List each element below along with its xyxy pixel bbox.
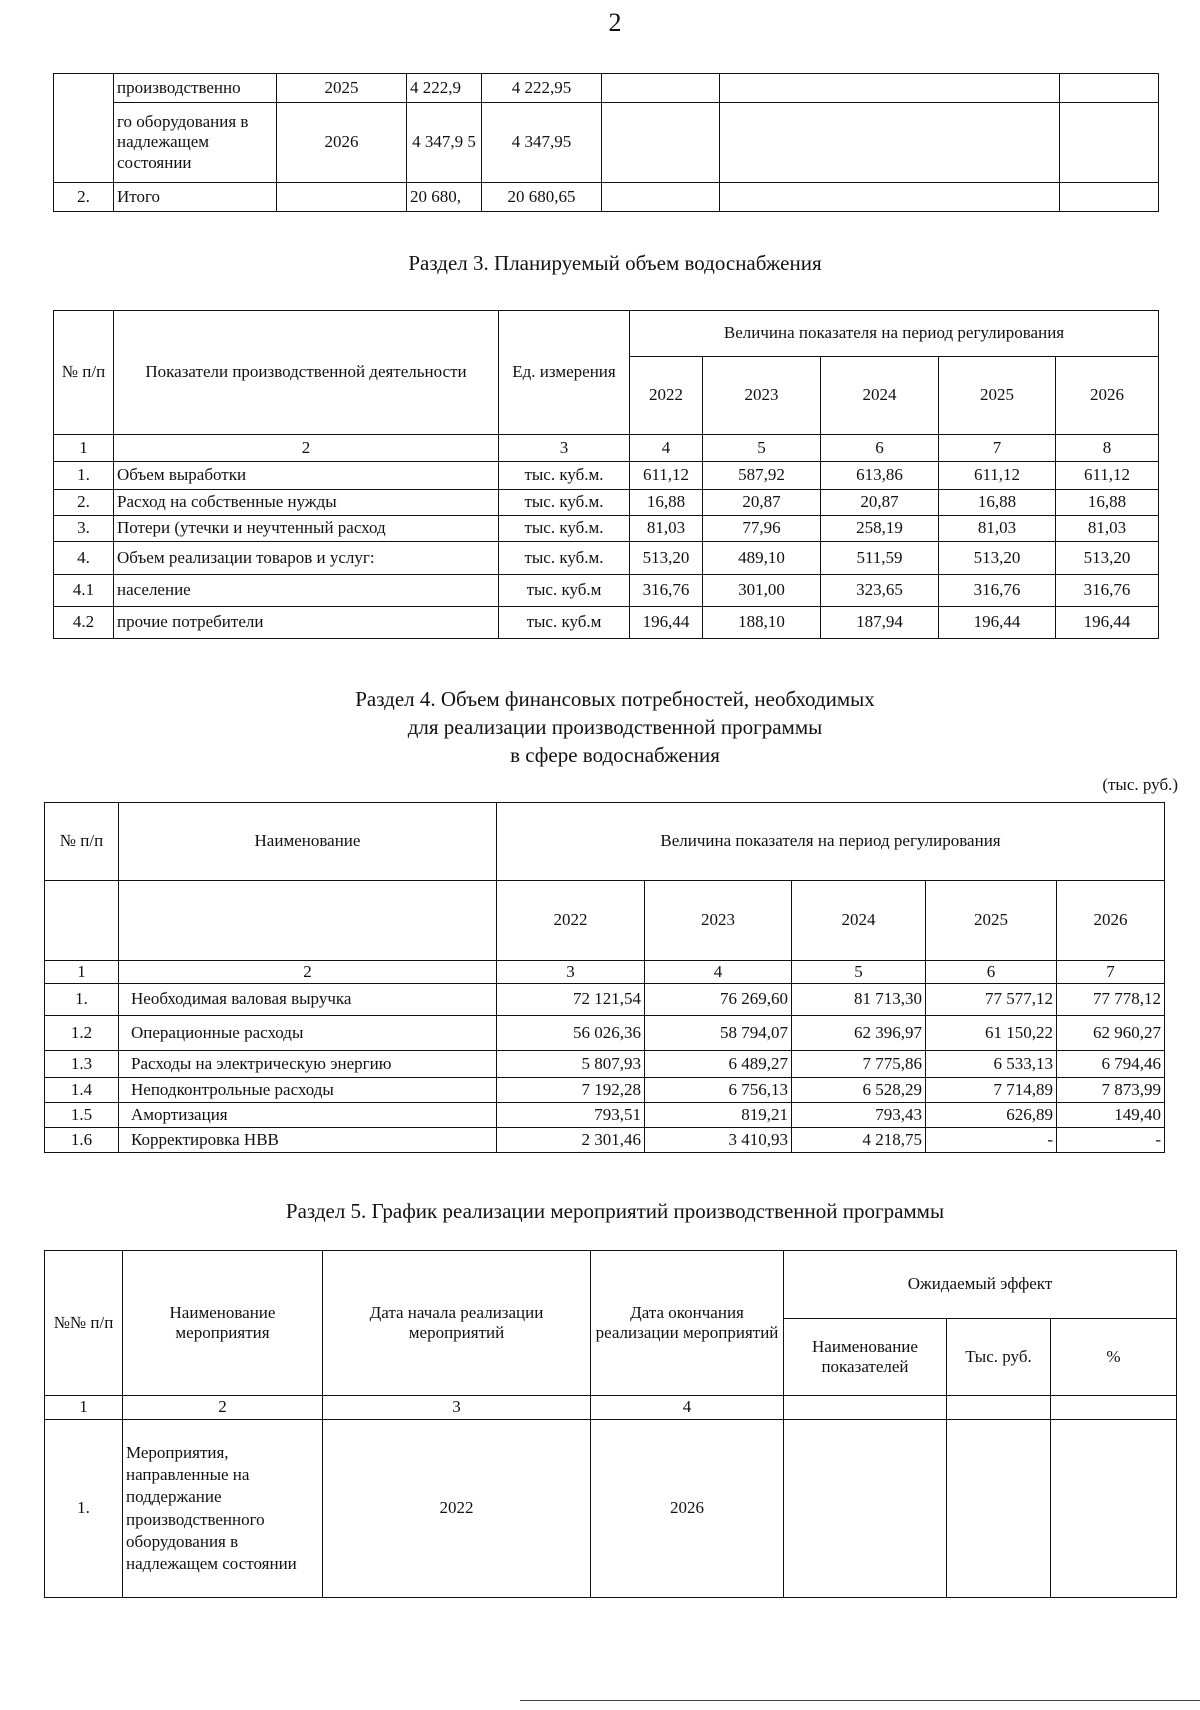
table-row: 4.2 прочие потребители тыс. куб.м 196,44 188,10 187,94 196,44 196,44 [54, 607, 1159, 639]
section-5-title: Раздел 5. График реализации мероприятий производственной программы [285, 1199, 945, 1223]
value-cell: 4 347,9 5 [407, 103, 482, 183]
table-row: 1.4 Неподконтрольные расходы 7 192,28 6 756,13 6 528,29 7 714,89 7 873,99 [45, 1078, 1165, 1103]
column-number-row: 1 2 3 4 5 6 7 8 [54, 435, 1159, 462]
column-number-row: 1 2 3 4 5 6 7 [45, 961, 1165, 984]
table-row [54, 183, 1159, 212]
item-name-cell: Итого [114, 183, 277, 212]
table-row: 2. Расход на собственные нужды тыс. куб.м. 16,88 20,87 20,87 16,88 16,88 [54, 490, 1159, 516]
year-cell: 2025 [277, 74, 407, 103]
col-header-effect-percent: % [1051, 1319, 1177, 1396]
year-header: 2022 [497, 881, 645, 961]
value-cell: 4 347,95 [482, 103, 602, 183]
item-name-cell: производственно [114, 74, 277, 103]
col-header-name: Наименование мероприятия [123, 1251, 323, 1396]
table-row: 3. Потери (утечки и неучтенный расход тыс. куб.м. 81,03 77,96 258,19 81,03 81,03 [54, 516, 1159, 542]
table-row: 1.3 Расходы на электрическую энергию 5 807,93 6 489,27 7 775,86 6 533,13 6 794,46 [45, 1051, 1165, 1078]
year-header: 2025 [926, 881, 1057, 961]
section-5-table [44, 1250, 1177, 1598]
col-header-start-date: Дата начала реализации мероприятий [323, 1251, 591, 1396]
value-cell: 20 680,65 [482, 183, 602, 212]
year-cell: 2026 [277, 103, 407, 183]
year-header: 2026 [1057, 881, 1165, 961]
section-3-table [53, 310, 1159, 639]
col-header-num: № п/п [54, 311, 114, 435]
section-3-title: Раздел 3. Планируемый объем водоснабжения [408, 251, 822, 275]
page-number: 2 [608, 8, 622, 37]
col-header-expected-effect: Ожидаемый эффект [784, 1251, 1177, 1319]
table-row: 1. Необходимая валовая выручка 72 121,54 76 269,60 81 713,30 77 577,12 77 778,12 [45, 984, 1165, 1016]
table-row: 1. Объем выработки тыс. куб.м. 611,12 587,92 613,86 611,12 611,12 [54, 462, 1159, 490]
row-number: 2. [54, 183, 114, 212]
table-row [54, 103, 1159, 183]
col-header-effect-rub: Тыс. руб. [947, 1319, 1051, 1396]
value-cell: 4 222,9 [407, 74, 482, 103]
col-header-name: Наименование [119, 803, 497, 881]
year-header: 2023 [703, 357, 821, 435]
table-row: 1.5 Амортизация 793,51 819,21 793,43 626,89 149,40 [45, 1103, 1165, 1128]
col-header-num: № п/п [45, 803, 119, 881]
section-4-title-line-3: в сфере водоснабжения [510, 743, 720, 767]
col-header-num: №№ п/п [45, 1251, 123, 1396]
col-header-indicator: Показатели производственной деятельности [114, 311, 499, 435]
year-header: 2025 [939, 357, 1056, 435]
table-row: 1. Мероприятия, направленные на поддержание производственного оборудования в надлежащем состоянии 2022 2026 [45, 1420, 1177, 1598]
section-4-title-line-2: для реализации производственной программы [407, 715, 823, 739]
footer-divider [520, 1700, 1200, 1701]
table-row: 1.6 Корректировка НВВ 2 301,46 3 410,93 4 218,75 - - [45, 1128, 1165, 1153]
year-header: 2022 [630, 357, 703, 435]
table-row: 4. Объем реализации товаров и услуг: тыс. куб.м. 513,20 489,10 511,59 513,20 513,20 [54, 542, 1159, 575]
table-row: 4.1 население тыс. куб.м 316,76 301,00 323,65 316,76 316,76 [54, 575, 1159, 607]
col-header-period: Величина показателя на период регулирования [497, 803, 1165, 881]
table-row: 1.2 Операционные расходы 56 026,36 58 794,07 62 396,97 61 150,22 62 960,27 [45, 1016, 1165, 1051]
year-header: 2026 [1056, 357, 1159, 435]
continuation-table [53, 73, 1159, 212]
value-cell: 20 680, [407, 183, 482, 212]
col-header-effect-name: Наименование показателей [784, 1319, 947, 1396]
year-header: 2023 [645, 881, 792, 961]
col-header-unit: Ед. измерения [499, 311, 630, 435]
year-header: 2024 [792, 881, 926, 961]
section-4-title-line-1: Раздел 4. Объем финансовых потребностей, необходимых [355, 687, 875, 711]
col-header-period: Величина показателя на период регулирования [630, 311, 1159, 357]
table-row [54, 74, 1159, 103]
col-header-end-date: Дата окончания реализации мероприятий [591, 1251, 784, 1396]
value-cell: 4 222,95 [482, 74, 602, 103]
year-header: 2024 [821, 357, 939, 435]
section-4-table [44, 802, 1165, 1153]
column-number-row: 1 2 3 4 [45, 1396, 1177, 1420]
unit-label: (тыс. руб.) [1102, 775, 1178, 794]
item-name-cell: го оборудования в надлежащем состоянии [114, 103, 277, 183]
